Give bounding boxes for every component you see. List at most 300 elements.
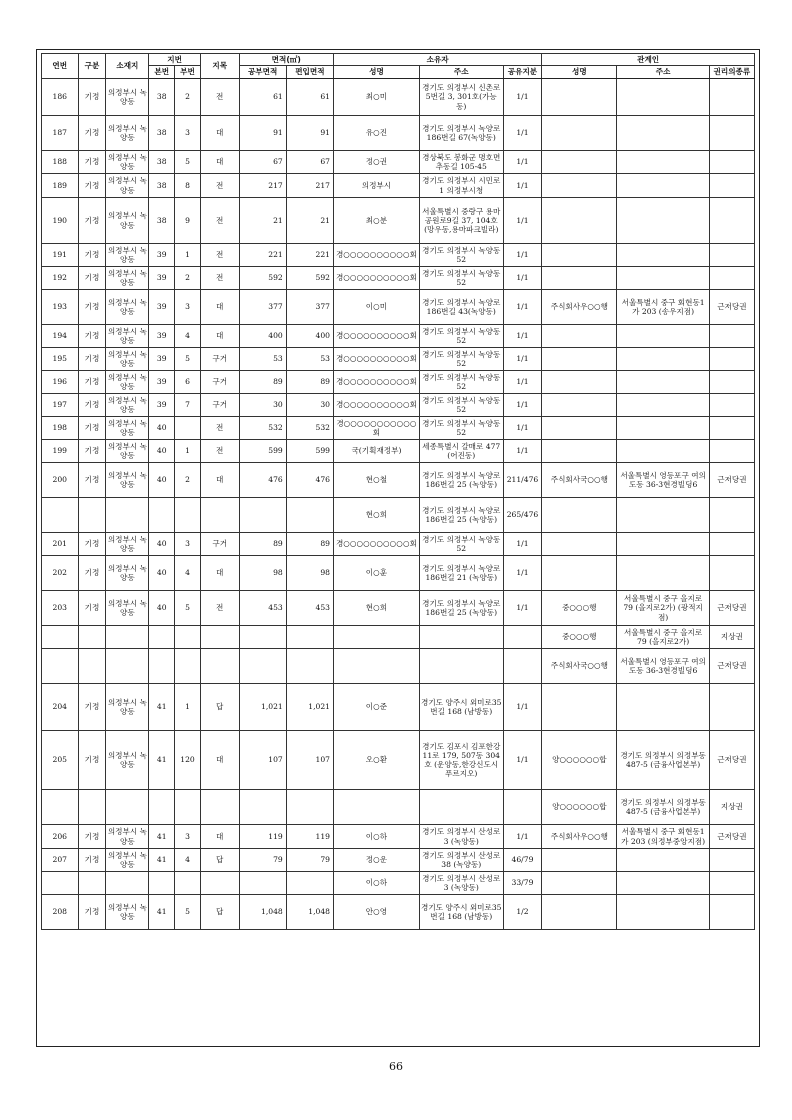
cell-location: 의정부시 녹양동 [106, 849, 149, 872]
cell-serial [42, 649, 79, 684]
cell-location [106, 626, 149, 649]
cell-included-area: 221 [286, 244, 333, 267]
cell-sub-lot [175, 790, 201, 825]
cell-included-area: 98 [286, 556, 333, 591]
cell-party-name [542, 533, 617, 556]
cell-right-type [709, 267, 754, 290]
header-party-address: 주소 [617, 66, 709, 79]
cell-serial: 192 [42, 267, 79, 290]
cell-right-type [709, 440, 754, 463]
header-owner-name: 성명 [334, 66, 420, 79]
cell-main-lot: 40 [149, 417, 175, 440]
cell-main-lot: 41 [149, 731, 175, 790]
table-row [42, 348, 755, 371]
cell-right-type: 근저당권 [709, 825, 754, 849]
cell-category: 기정 [78, 151, 106, 174]
cell-serial: 197 [42, 394, 79, 417]
cell-party-name [542, 244, 617, 267]
cell-right-type [709, 79, 754, 116]
cell-land-type: 대 [200, 116, 239, 151]
cell-owner-name: 경○○○○○○○○○○회 [334, 371, 420, 394]
cell-main-lot: 40 [149, 556, 175, 591]
cell-main-lot: 38 [149, 198, 175, 244]
cell-party-address: 경기도 의정부시 의정부동 487-5 (금융사업본부) [617, 790, 709, 825]
cell-sub-lot: 8 [175, 174, 201, 198]
cell-sub-lot: 2 [175, 267, 201, 290]
cell-party-name [542, 348, 617, 371]
table-row [42, 790, 755, 825]
cell-land-type: 전 [200, 198, 239, 244]
cell-main-lot: 39 [149, 267, 175, 290]
cell-category: 기정 [78, 290, 106, 325]
cell-main-lot: 39 [149, 290, 175, 325]
cell-owner-address: 경기도 의정부시 시민로 1 의정부시청 [419, 174, 503, 198]
cell-sub-lot: 3 [175, 116, 201, 151]
table-row [42, 556, 755, 591]
cell-official-area: 221 [239, 244, 286, 267]
table-row [42, 463, 755, 498]
cell-category: 기정 [78, 394, 106, 417]
cell-main-lot: 40 [149, 440, 175, 463]
cell-included-area: 107 [286, 731, 333, 790]
cell-sub-lot [175, 649, 201, 684]
cell-main-lot [149, 649, 175, 684]
cell-sub-lot: 7 [175, 394, 201, 417]
cell-party-address [617, 849, 709, 872]
cell-right-type [709, 872, 754, 895]
table-row [42, 626, 755, 649]
cell-party-address: 서울특별시 중구 을지로 79 (을지로2가) [617, 626, 709, 649]
cell-party-name [542, 267, 617, 290]
cell-official-area: 377 [239, 290, 286, 325]
cell-main-lot: 41 [149, 825, 175, 849]
cell-main-lot: 38 [149, 79, 175, 116]
cell-location: 의정부시 녹양동 [106, 463, 149, 498]
cell-right-type [709, 895, 754, 930]
cell-sub-lot: 4 [175, 849, 201, 872]
cell-included-area: 400 [286, 325, 333, 348]
cell-serial: 195 [42, 348, 79, 371]
cell-land-type: 전 [200, 591, 239, 626]
cell-serial: 208 [42, 895, 79, 930]
header-serial: 연번 [42, 54, 79, 79]
cell-party-name: 주식회사우○○행 [542, 290, 617, 325]
cell-land-type: 대 [200, 325, 239, 348]
cell-location: 의정부시 녹양동 [106, 417, 149, 440]
table-row [42, 849, 755, 872]
cell-sub-lot: 3 [175, 533, 201, 556]
cell-serial [42, 498, 79, 533]
cell-right-type: 근저당권 [709, 290, 754, 325]
cell-included-area: 1,048 [286, 895, 333, 930]
table-row [42, 151, 755, 174]
header-official-area: 공부면적 [239, 66, 286, 79]
cell-sub-lot [175, 626, 201, 649]
cell-share: 1/1 [503, 556, 542, 591]
cell-main-lot: 38 [149, 116, 175, 151]
cell-right-type [709, 394, 754, 417]
header-land-type: 지목 [200, 54, 239, 79]
cell-party-name [542, 174, 617, 198]
cell-right-type: 근저당권 [709, 731, 754, 790]
header-main-lot: 본번 [149, 66, 175, 79]
cell-land-type: 전 [200, 440, 239, 463]
cell-right-type: 근저당권 [709, 649, 754, 684]
cell-land-type: 대 [200, 825, 239, 849]
cell-right-type [709, 174, 754, 198]
cell-owner-name: 유○진 [334, 116, 420, 151]
cell-owner-address: 경상북도 봉화군 명호면 추동길 105-45 [419, 151, 503, 174]
cell-land-type: 대 [200, 463, 239, 498]
cell-right-type [709, 556, 754, 591]
header-lot-group: 지번 [149, 54, 201, 66]
cell-share: 1/1 [503, 417, 542, 440]
cell-right-type: 근저당권 [709, 463, 754, 498]
cell-sub-lot: 3 [175, 825, 201, 849]
cell-location: 의정부시 녹양동 [106, 371, 149, 394]
cell-location: 의정부시 녹양동 [106, 116, 149, 151]
cell-party-address [617, 533, 709, 556]
cell-owner-address: 경기도 의정부시 녹양동 52 [419, 533, 503, 556]
cell-main-lot: 38 [149, 174, 175, 198]
cell-party-address: 서울특별시 중구 을지로 79 (을지로2가) (광적지점) [617, 591, 709, 626]
cell-party-address [617, 174, 709, 198]
cell-right-type [709, 198, 754, 244]
cell-share: 1/1 [503, 731, 542, 790]
cell-owner-name [334, 626, 420, 649]
cell-owner-name: 국(기획재정부) [334, 440, 420, 463]
cell-land-type [200, 790, 239, 825]
cell-main-lot [149, 626, 175, 649]
cell-category: 기정 [78, 440, 106, 463]
table-row [42, 649, 755, 684]
cell-party-name: 중○○○행 [542, 626, 617, 649]
cell-category [78, 498, 106, 533]
cell-owner-address [419, 790, 503, 825]
cell-owner-address: 경기도 의정부시 녹양동 52 [419, 417, 503, 440]
cell-owner-address: 경기도 의정부시 녹양로186번길 25 (녹양동) [419, 591, 503, 626]
cell-official-area: 98 [239, 556, 286, 591]
cell-owner-name: 이○하 [334, 872, 420, 895]
cell-official-area [239, 626, 286, 649]
cell-serial: 188 [42, 151, 79, 174]
header-sub-lot: 부번 [175, 66, 201, 79]
cell-included-area: 67 [286, 151, 333, 174]
cell-sub-lot: 1 [175, 440, 201, 463]
cell-land-type: 전 [200, 267, 239, 290]
cell-location: 의정부시 녹양동 [106, 79, 149, 116]
cell-category: 기정 [78, 533, 106, 556]
table-row [42, 440, 755, 463]
cell-serial: 205 [42, 731, 79, 790]
cell-land-type: 구거 [200, 348, 239, 371]
cell-share [503, 790, 542, 825]
cell-owner-name: 경○○○○○○○○○○회 [334, 348, 420, 371]
cell-serial: 198 [42, 417, 79, 440]
cell-category [78, 872, 106, 895]
cell-share: 211/476 [503, 463, 542, 498]
cell-category: 기정 [78, 174, 106, 198]
cell-right-type [709, 371, 754, 394]
cell-main-lot: 41 [149, 895, 175, 930]
cell-share: 1/1 [503, 440, 542, 463]
cell-owner-address: 경기도 의정부시 녹양로186번길 25 (녹양동) [419, 498, 503, 533]
cell-category: 기정 [78, 267, 106, 290]
page-number: 66 [389, 1060, 403, 1073]
cell-included-area [286, 872, 333, 895]
cell-owner-address: 경기도 의정부시 신촌로5번길 3, 301호(가능동) [419, 79, 503, 116]
cell-sub-lot [175, 498, 201, 533]
cell-owner-address: 경기도 의정부시 녹양동 52 [419, 325, 503, 348]
cell-land-type: 구거 [200, 371, 239, 394]
document-frame [36, 49, 760, 1047]
cell-sub-lot: 1 [175, 244, 201, 267]
cell-share: 1/1 [503, 348, 542, 371]
cell-party-name [542, 849, 617, 872]
cell-party-address [617, 684, 709, 731]
cell-owner-address: 경기도 의정부시 녹양로186번길 21 (녹양동) [419, 556, 503, 591]
cell-sub-lot: 5 [175, 895, 201, 930]
cell-main-lot: 41 [149, 684, 175, 731]
header-category: 구분 [78, 54, 106, 79]
cell-sub-lot: 4 [175, 556, 201, 591]
cell-party-address: 서울특별시 중구 회현동1가 203 (의정부중앙지점) [617, 825, 709, 849]
table-row [42, 872, 755, 895]
cell-serial [42, 626, 79, 649]
cell-location: 의정부시 녹양동 [106, 267, 149, 290]
cell-land-type [200, 626, 239, 649]
cell-party-address [617, 79, 709, 116]
cell-share: 1/1 [503, 591, 542, 626]
cell-included-area: 377 [286, 290, 333, 325]
cell-land-type: 대 [200, 731, 239, 790]
cell-official-area: 476 [239, 463, 286, 498]
cell-category: 기정 [78, 325, 106, 348]
cell-location: 의정부시 녹양동 [106, 533, 149, 556]
cell-party-address [617, 895, 709, 930]
cell-owner-name: 오○환 [334, 731, 420, 790]
cell-owner-name: 경○○○○○○○○○○회 [334, 267, 420, 290]
header-party-group: 관계인 [542, 54, 755, 66]
cell-category: 기정 [78, 371, 106, 394]
cell-owner-name: 이○훈 [334, 556, 420, 591]
cell-included-area: 592 [286, 267, 333, 290]
cell-serial [42, 790, 79, 825]
cell-official-area: 67 [239, 151, 286, 174]
cell-serial: 196 [42, 371, 79, 394]
cell-sub-lot: 5 [175, 151, 201, 174]
cell-party-address [617, 348, 709, 371]
cell-included-area: 217 [286, 174, 333, 198]
cell-owner-address: 세종특별시 갈매로 477 (어진동) [419, 440, 503, 463]
cell-serial: 193 [42, 290, 79, 325]
cell-category: 기정 [78, 244, 106, 267]
cell-party-name: 주식회사국○○행 [542, 463, 617, 498]
table-row [42, 591, 755, 626]
cell-location: 의정부시 녹양동 [106, 895, 149, 930]
cell-location: 의정부시 녹양동 [106, 591, 149, 626]
cell-party-address: 서울특별시 영등포구 여의도동 36-3현경빌딩6 [617, 463, 709, 498]
cell-main-lot: 38 [149, 151, 175, 174]
cell-share: 1/1 [503, 394, 542, 417]
cell-category: 기정 [78, 79, 106, 116]
cell-category: 기정 [78, 895, 106, 930]
cell-owner-name: 경○○○○○○○○○○○회 [334, 417, 420, 440]
cell-location [106, 498, 149, 533]
cell-land-type: 대 [200, 151, 239, 174]
cell-party-name [542, 498, 617, 533]
cell-party-address [617, 556, 709, 591]
cell-owner-address: 경기도 의정부시 녹양동 52 [419, 267, 503, 290]
cell-category: 기정 [78, 591, 106, 626]
header-right-type: 권리의종류 [709, 66, 754, 79]
cell-serial: 204 [42, 684, 79, 731]
cell-owner-name [334, 790, 420, 825]
cell-owner-address: 경기도 의정부시 녹양동 52 [419, 348, 503, 371]
cell-sub-lot [175, 872, 201, 895]
cell-owner-name: 정○운 [334, 849, 420, 872]
cell-owner-address: 경기도 의정부시 녹양동 52 [419, 371, 503, 394]
cell-official-area: 30 [239, 394, 286, 417]
cell-right-type [709, 533, 754, 556]
cell-owner-name: 경○○○○○○○○○○회 [334, 394, 420, 417]
header-party-name: 성명 [542, 66, 617, 79]
table-row [42, 174, 755, 198]
cell-serial: 190 [42, 198, 79, 244]
cell-included-area: 91 [286, 116, 333, 151]
cell-party-name [542, 684, 617, 731]
cell-location: 의정부시 녹양동 [106, 440, 149, 463]
cell-serial: 200 [42, 463, 79, 498]
cell-serial: 199 [42, 440, 79, 463]
cell-category [78, 790, 106, 825]
cell-sub-lot: 6 [175, 371, 201, 394]
header-included-area: 편입면적 [286, 66, 333, 79]
cell-party-name: 주식회사우○○행 [542, 825, 617, 849]
cell-land-type: 구거 [200, 394, 239, 417]
cell-share: 1/1 [503, 174, 542, 198]
cell-category: 기정 [78, 731, 106, 790]
cell-land-type: 전 [200, 244, 239, 267]
cell-included-area: 89 [286, 533, 333, 556]
table-row [42, 290, 755, 325]
cell-category: 기정 [78, 849, 106, 872]
cell-share: 1/1 [503, 684, 542, 731]
cell-sub-lot: 9 [175, 198, 201, 244]
cell-official-area: 592 [239, 267, 286, 290]
cell-category: 기정 [78, 463, 106, 498]
cell-serial: 194 [42, 325, 79, 348]
cell-sub-lot: 4 [175, 325, 201, 348]
cell-official-area: 119 [239, 825, 286, 849]
cell-serial: 191 [42, 244, 79, 267]
cell-category: 기정 [78, 825, 106, 849]
cell-party-name: 중○○○행 [542, 591, 617, 626]
cell-location [106, 649, 149, 684]
cell-included-area: 1,021 [286, 684, 333, 731]
cell-sub-lot: 1 [175, 684, 201, 731]
cell-share: 1/1 [503, 290, 542, 325]
cell-party-name [542, 325, 617, 348]
cell-party-name [542, 872, 617, 895]
cell-serial [42, 872, 79, 895]
cell-main-lot [149, 790, 175, 825]
cell-owner-name [334, 649, 420, 684]
table-row [42, 533, 755, 556]
cell-share: 1/2 [503, 895, 542, 930]
cell-owner-address: 경기도 양주시 외미로35번길 168 (남방동) [419, 684, 503, 731]
table-row [42, 325, 755, 348]
cell-owner-name: 현○철 [334, 463, 420, 498]
cell-category: 기정 [78, 116, 106, 151]
cell-official-area: 89 [239, 533, 286, 556]
table-row [42, 394, 755, 417]
cell-official-area: 453 [239, 591, 286, 626]
cell-share: 33/79 [503, 872, 542, 895]
cell-right-type [709, 348, 754, 371]
cell-sub-lot: 5 [175, 591, 201, 626]
cell-party-name [542, 198, 617, 244]
cell-category [78, 626, 106, 649]
cell-party-name [542, 151, 617, 174]
cell-included-area: 61 [286, 79, 333, 116]
cell-right-type [709, 498, 754, 533]
cell-serial: 202 [42, 556, 79, 591]
cell-official-area: 89 [239, 371, 286, 394]
cell-owner-address [419, 649, 503, 684]
cell-official-area [239, 498, 286, 533]
cell-serial: 186 [42, 79, 79, 116]
table-row [42, 79, 755, 116]
cell-share: 46/79 [503, 849, 542, 872]
cell-included-area [286, 626, 333, 649]
table-row [42, 116, 755, 151]
cell-owner-address [419, 626, 503, 649]
cell-included-area: 30 [286, 394, 333, 417]
cell-party-address [617, 872, 709, 895]
cell-official-area: 400 [239, 325, 286, 348]
cell-location: 의정부시 녹양동 [106, 290, 149, 325]
cell-main-lot: 40 [149, 463, 175, 498]
cell-included-area: 53 [286, 348, 333, 371]
cell-land-type: 대 [200, 290, 239, 325]
cell-party-address [617, 151, 709, 174]
cell-serial: 189 [42, 174, 79, 198]
cell-party-name: 양○○○○○○합 [542, 731, 617, 790]
cell-share [503, 626, 542, 649]
cell-owner-address: 경기도 의정부시 녹양동 52 [419, 394, 503, 417]
cell-main-lot: 39 [149, 325, 175, 348]
cell-owner-name: 경○○○○○○○○○○회 [334, 533, 420, 556]
cell-owner-name: 현○희 [334, 591, 420, 626]
table-row [42, 371, 755, 394]
cell-main-lot: 39 [149, 371, 175, 394]
cell-owner-name: 정○권 [334, 151, 420, 174]
cell-category [78, 649, 106, 684]
header-owner-group: 소유자 [334, 54, 542, 66]
cell-main-lot [149, 498, 175, 533]
cell-party-name [542, 417, 617, 440]
cell-included-area: 532 [286, 417, 333, 440]
cell-sub-lot: 3 [175, 290, 201, 325]
cell-right-type [709, 325, 754, 348]
cell-included-area: 21 [286, 198, 333, 244]
cell-owner-address: 경기도 의정부시 녹양동 52 [419, 244, 503, 267]
cell-party-name [542, 116, 617, 151]
cell-party-address [617, 116, 709, 151]
table-row [42, 825, 755, 849]
table-row [42, 895, 755, 930]
